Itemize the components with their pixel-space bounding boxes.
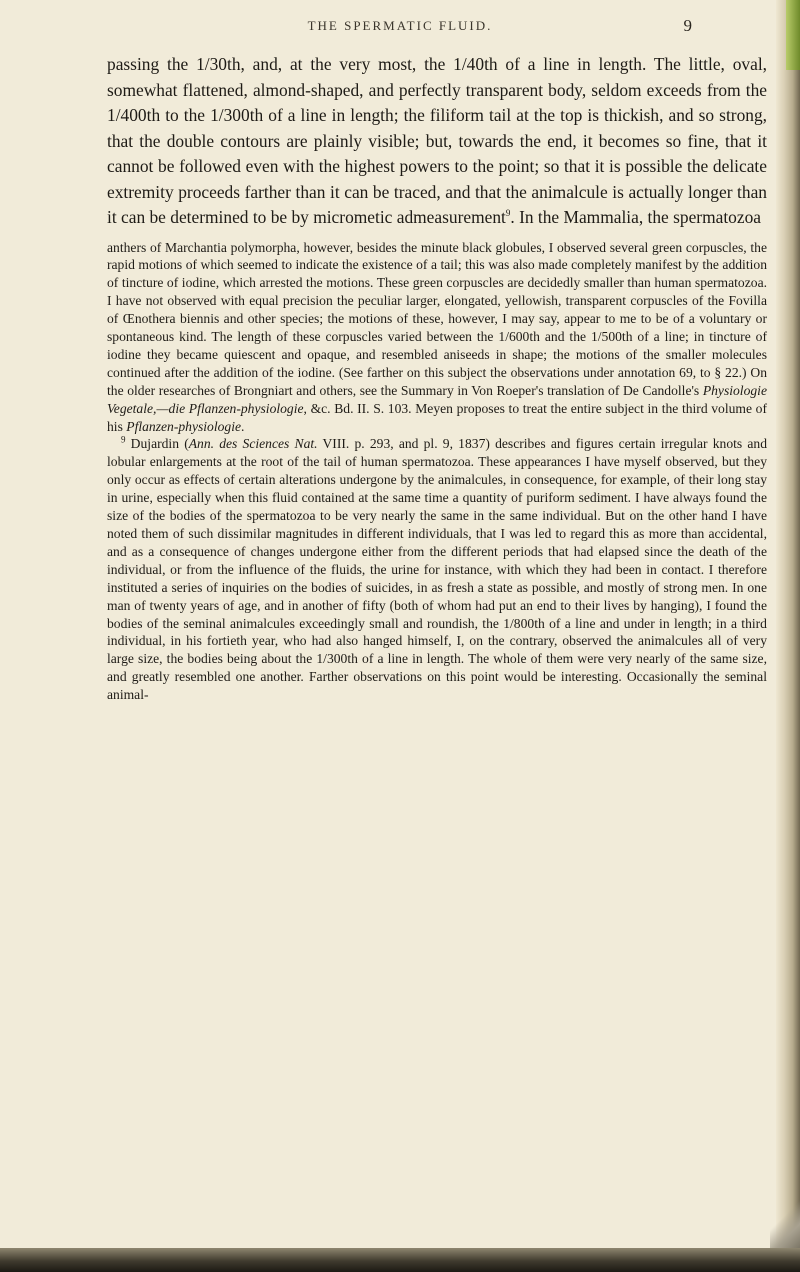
fraction: 1/40 bbox=[453, 54, 485, 74]
running-head: THE SPERMATIC FLUID. bbox=[307, 18, 493, 33]
fraction: 1/500 bbox=[590, 329, 622, 345]
text-run: . bbox=[241, 418, 245, 434]
text-run: th of a line and under in length; in a third individual, in his fortieth year, who had also hanged himself, I, on the contrary, observed the animalcules all of very large size, the bodies being about the bbox=[107, 615, 767, 667]
footnote-reference[interactable]: 9 bbox=[505, 208, 511, 219]
main-paragraph bbox=[107, 52, 767, 231]
fraction: 1/600 bbox=[498, 329, 530, 345]
fraction: 1/800 bbox=[503, 615, 535, 631]
footnote-continuation bbox=[107, 239, 767, 436]
fraction: 1/300 bbox=[210, 105, 250, 125]
text-run: passing the bbox=[107, 54, 197, 74]
page-header bbox=[0, 16, 800, 46]
text-run: th to the bbox=[146, 105, 211, 125]
fraction: 1/300 bbox=[316, 651, 348, 667]
text-run: , &c. Bd. II. S. 103. Meyen proposes to treat the entire subject in the third volume of his bbox=[107, 400, 767, 434]
text-run: . In the Mammalia, the spermatozoa bbox=[510, 207, 762, 227]
footnote-9 bbox=[107, 435, 767, 704]
text-run: th of a line in length. The little, oval, somewhat flattened, almond-shaped, and perfectly transparent body, seldom exceeds from the bbox=[107, 54, 767, 100]
text-run: th and the bbox=[529, 329, 591, 345]
page-number: 9 bbox=[683, 16, 692, 35]
text-run: th of a line in length. The whole of them were very nearly of the same size, and greatly resembled one another. Farther observations on this point would be interesting. Occasionally the seminal animal- bbox=[107, 651, 767, 703]
text-run: Dujardin ( bbox=[125, 436, 189, 452]
page-edge-tab bbox=[786, 0, 800, 70]
text-run: th of a line; in tincture of iodine they became quiescent and opaque, and resembled aniseeds in shape; the motions of the smaller molecules continued after the addition of the iodine. (See farther on this subject the observations under annotation 69, to § 22.) On the older researches of Brongniart and others, see the Summary in Von Roeper's translation of De Candolle's bbox=[107, 329, 767, 398]
text-run: th of a line in length; the filiform tail at the top is thickish, and so strong, that the double contours are plainly visible; but, towards the end, it becomes so fine, that it cannot be followed even with the highest powers to the point; so that it is possible the delicate extremity proceeds farther than it can be traced, and that the animalcule is actually longer than it can be determined to be by micrometic admeasurement bbox=[107, 105, 767, 227]
italic-title: Pflanzen-physiologie bbox=[126, 418, 242, 434]
page-body bbox=[107, 52, 767, 704]
fraction: 1/400 bbox=[107, 105, 147, 125]
scan-bottom-border bbox=[0, 1248, 800, 1272]
fraction: 1/30 bbox=[196, 54, 227, 74]
page-edge-shadow bbox=[776, 0, 800, 1272]
italic-title: Physiologie Vegetale,—die Pflanzen-physiologie bbox=[107, 382, 767, 416]
text-run: VIII. p. 293, and pl. 9, 1837) describes and figures certain irregular knots and lobular enlargements at the root of the tail of human spermatozoa. These appearances I have myself observed, but they only occur as effects of certain alterations undergone by the animalcules, in consequence, for example, of their long stay in urine, especially when this fluid contained at the same time a quantity of puriform sediment. I have always found the size of the bodies of the spermatozoa to be very nearly the same in the same individual. But on the other hand I have noted them of such dissimilar magnitudes in different individuals, that I was led to regard this as more than accidental, and as a consequence of changes undergone either from the different periods that had elapsed since the death of the individual, or from the influence of the fluids, the urine for instance, with which they had been in contact. I therefore instituted a series of inquiries on the bodies of suicides, in as fresh a state as possible, and mostly of strong men. In one man of twenty years of age, and in another of fifty (both of whom had put an end to their lives by hanging), I found the bodies of the seminal animalcules exceedingly small and roundish, the bbox=[107, 436, 767, 631]
italic-title: Ann. des Sciences Nat. bbox=[188, 436, 318, 452]
text-run: th, and, at the very most, the bbox=[226, 54, 454, 74]
text-run: anthers of Marchantia polymorpha, however, besides the minute black globules, I observed several green corpuscles, the rapid motions of which seemed to indicate the existence of a tail; this was also made completely manifest by the addition of tincture of iodine, which arrested the motions. These green corpuscles are decidedly smaller than human spermatozoa. I have not observed with equal precision the peculiar larger, elongated, yellowish, transparent corpuscles of the Fovilla of Œnothera biennis and other species; the motions of these, however, I may say, appear to me to be of a voluntary or spontaneous kind. The length of these corpuscles varied between the bbox=[107, 239, 767, 345]
footnote-marker: 9 bbox=[121, 434, 126, 445]
